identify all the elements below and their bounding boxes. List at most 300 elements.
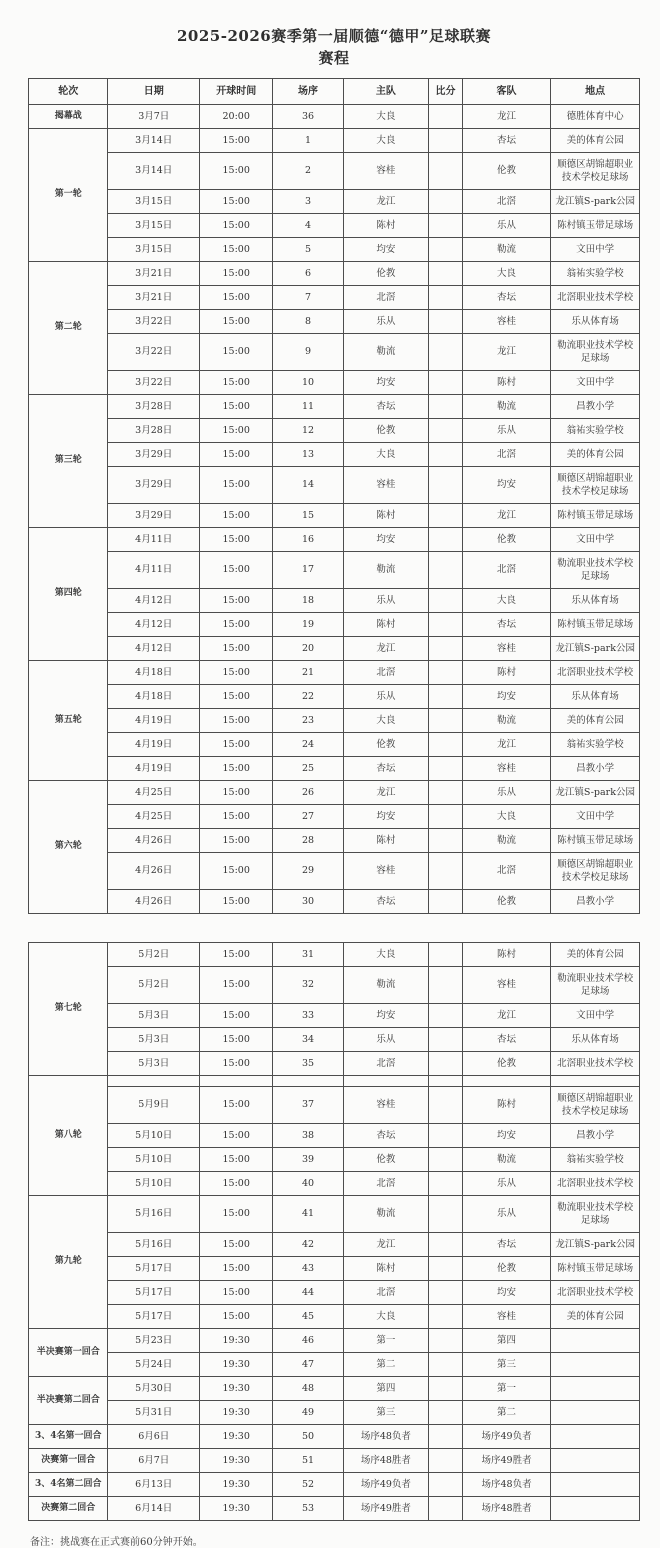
table-row xyxy=(29,1195,640,1232)
table-row xyxy=(29,189,640,213)
round-cell: 决赛第二回合 xyxy=(29,1496,108,1520)
venue-cell: 勒流职业技术学校足球场 xyxy=(551,551,640,588)
table-row xyxy=(29,966,640,1003)
date-cell: 3月29日 xyxy=(108,442,200,466)
score-cell xyxy=(429,780,463,804)
venue-cell: 翁祐实验学校 xyxy=(551,261,640,285)
home-team-cell: 杏坛 xyxy=(343,1123,429,1147)
venue-cell: 勒流职业技术学校足球场 xyxy=(551,333,640,370)
away-team-cell: 陈村 xyxy=(462,1086,551,1123)
home-team-cell: 龙江 xyxy=(343,780,429,804)
kickoff-time-cell: 15:00 xyxy=(200,756,273,780)
score-cell xyxy=(429,1051,463,1075)
round-cell: 揭幕战 xyxy=(29,104,108,128)
kickoff-time-cell: 15:00 xyxy=(200,309,273,333)
match-no-cell: 42 xyxy=(273,1232,343,1256)
venue-cell: 龙江镇S-park公园 xyxy=(551,1232,640,1256)
home-team-cell: 乐从 xyxy=(343,1027,429,1051)
home-team-cell: 大良 xyxy=(343,708,429,732)
away-team-cell: 北滘 xyxy=(462,189,551,213)
match-no-cell: 53 xyxy=(273,1496,343,1520)
round-cell: 第八轮 xyxy=(29,1075,108,1195)
home-team-cell: 龙江 xyxy=(343,636,429,660)
venue-cell xyxy=(551,1075,640,1086)
table-row xyxy=(29,527,640,551)
away-team-cell: 杏坛 xyxy=(462,285,551,309)
table-row xyxy=(29,1328,640,1352)
match-no-cell: 41 xyxy=(273,1195,343,1232)
score-cell xyxy=(429,418,463,442)
home-team-cell: 均安 xyxy=(343,370,429,394)
away-team-cell: 勒流 xyxy=(462,708,551,732)
home-team-cell: 场序49负者 xyxy=(343,1472,429,1496)
venue-cell: 昌教小学 xyxy=(551,756,640,780)
date-cell: 3月28日 xyxy=(108,418,200,442)
match-no-cell: 39 xyxy=(273,1147,343,1171)
venue-cell: 勒流职业技术学校足球场 xyxy=(551,1195,640,1232)
score-cell xyxy=(429,1232,463,1256)
score-cell xyxy=(429,732,463,756)
date-cell: 5月9日 xyxy=(108,1086,200,1123)
kickoff-time-cell: 15:00 xyxy=(200,466,273,503)
table-row xyxy=(29,309,640,333)
venue-cell: 北滘职业技术学校 xyxy=(551,285,640,309)
venue-cell xyxy=(551,1496,640,1520)
score-cell xyxy=(429,1328,463,1352)
away-team-cell: 龙江 xyxy=(462,104,551,128)
date-cell: 3月15日 xyxy=(108,237,200,261)
table-row xyxy=(29,1352,640,1376)
match-no-cell: 49 xyxy=(273,1400,343,1424)
score-cell xyxy=(429,527,463,551)
match-no-cell: 22 xyxy=(273,684,343,708)
kickoff-time-cell xyxy=(200,1075,273,1086)
kickoff-time-cell: 19:30 xyxy=(200,1400,273,1424)
schedule-table-rounds-7-finals xyxy=(28,942,640,1521)
venue-cell: 文田中学 xyxy=(551,527,640,551)
kickoff-time-cell: 15:00 xyxy=(200,189,273,213)
match-no-cell: 37 xyxy=(273,1086,343,1123)
home-team-cell: 第三 xyxy=(343,1400,429,1424)
home-team-cell: 北滘 xyxy=(343,1280,429,1304)
home-team-cell: 北滘 xyxy=(343,1051,429,1075)
score-cell xyxy=(429,828,463,852)
venue-cell: 昌教小学 xyxy=(551,889,640,913)
home-team-cell: 陈村 xyxy=(343,612,429,636)
away-team-cell: 伦教 xyxy=(462,1256,551,1280)
home-team-cell: 杏坛 xyxy=(343,889,429,913)
venue-cell xyxy=(551,1376,640,1400)
table-row xyxy=(29,1472,640,1496)
venue-cell: 美的体育公园 xyxy=(551,708,640,732)
round-cell: 第七轮 xyxy=(29,942,108,1075)
venue-cell: 龙江镇S-park公园 xyxy=(551,636,640,660)
score-cell xyxy=(429,309,463,333)
away-team-cell: 第一 xyxy=(462,1376,551,1400)
col-header-match-no: 场序 xyxy=(273,78,343,104)
kickoff-time-cell: 15:00 xyxy=(200,636,273,660)
home-team-cell: 龙江 xyxy=(343,1232,429,1256)
match-no-cell: 47 xyxy=(273,1352,343,1376)
away-team-cell xyxy=(462,1075,551,1086)
match-no-cell: 38 xyxy=(273,1123,343,1147)
date-cell: 5月31日 xyxy=(108,1400,200,1424)
match-no-cell: 25 xyxy=(273,756,343,780)
date-cell xyxy=(108,1075,200,1086)
away-team-cell: 勒流 xyxy=(462,237,551,261)
score-cell xyxy=(429,551,463,588)
table-row xyxy=(29,1304,640,1328)
match-no-cell: 30 xyxy=(273,889,343,913)
date-cell: 4月19日 xyxy=(108,732,200,756)
kickoff-time-cell: 20:00 xyxy=(200,104,273,128)
date-cell: 3月15日 xyxy=(108,189,200,213)
table-header xyxy=(29,78,640,104)
kickoff-time-cell: 19:30 xyxy=(200,1328,273,1352)
date-cell: 5月2日 xyxy=(108,942,200,966)
score-cell xyxy=(429,1448,463,1472)
table-row xyxy=(29,285,640,309)
date-cell: 4月25日 xyxy=(108,804,200,828)
kickoff-time-cell: 15:00 xyxy=(200,1232,273,1256)
kickoff-time-cell: 15:00 xyxy=(200,966,273,1003)
home-team-cell: 场序48胜者 xyxy=(343,1448,429,1472)
date-cell: 3月22日 xyxy=(108,333,200,370)
score-cell xyxy=(429,1147,463,1171)
match-no-cell: 24 xyxy=(273,732,343,756)
home-team-cell: 均安 xyxy=(343,804,429,828)
page-title-line1: 2025-2026赛季第一届顺德“德甲”足球联赛 xyxy=(177,27,491,45)
match-no-cell: 23 xyxy=(273,708,343,732)
table-row xyxy=(29,828,640,852)
round-cell: 第九轮 xyxy=(29,1195,108,1328)
footnote: 备注：挑战赛在正式赛前60分钟开始。 xyxy=(30,1536,203,1548)
kickoff-time-cell: 15:00 xyxy=(200,942,273,966)
venue-cell: 北滘职业技术学校 xyxy=(551,1051,640,1075)
round-cell: 第四轮 xyxy=(29,527,108,660)
match-no-cell: 9 xyxy=(273,333,343,370)
kickoff-time-cell: 15:00 xyxy=(200,780,273,804)
date-cell: 6月14日 xyxy=(108,1496,200,1520)
away-team-cell: 乐从 xyxy=(462,213,551,237)
venue-cell: 陈村镇玉带足球场 xyxy=(551,1256,640,1280)
kickoff-time-cell: 15:00 xyxy=(200,394,273,418)
home-team-cell: 勒流 xyxy=(343,551,429,588)
match-no-cell: 45 xyxy=(273,1304,343,1328)
away-team-cell: 杏坛 xyxy=(462,1027,551,1051)
date-cell: 6月7日 xyxy=(108,1448,200,1472)
date-cell: 5月30日 xyxy=(108,1376,200,1400)
away-team-cell: 北滘 xyxy=(462,852,551,889)
table-row xyxy=(29,684,640,708)
kickoff-time-cell: 19:30 xyxy=(200,1376,273,1400)
date-cell: 3月14日 xyxy=(108,152,200,189)
table-row xyxy=(29,1448,640,1472)
date-cell: 5月10日 xyxy=(108,1147,200,1171)
schedule-table-rounds-1-6 xyxy=(28,78,640,914)
kickoff-time-cell: 15:00 xyxy=(200,1280,273,1304)
home-team-cell: 北滘 xyxy=(343,1171,429,1195)
date-cell: 3月22日 xyxy=(108,309,200,333)
kickoff-time-cell: 15:00 xyxy=(200,1147,273,1171)
match-no-cell: 13 xyxy=(273,442,343,466)
table-row xyxy=(29,394,640,418)
venue-cell: 文田中学 xyxy=(551,237,640,261)
score-cell xyxy=(429,261,463,285)
away-team-cell: 陈村 xyxy=(462,942,551,966)
venue-cell: 陈村镇玉带足球场 xyxy=(551,828,640,852)
date-cell: 5月23日 xyxy=(108,1328,200,1352)
kickoff-time-cell: 19:30 xyxy=(200,1472,273,1496)
date-cell: 3月29日 xyxy=(108,503,200,527)
venue-cell: 北滘职业技术学校 xyxy=(551,660,640,684)
score-cell xyxy=(429,889,463,913)
table-row xyxy=(29,551,640,588)
home-team-cell: 容桂 xyxy=(343,852,429,889)
home-team-cell: 乐从 xyxy=(343,684,429,708)
kickoff-time-cell: 15:00 xyxy=(200,1123,273,1147)
home-team-cell: 第四 xyxy=(343,1376,429,1400)
page-title-line2: 赛程 xyxy=(318,48,350,67)
date-cell: 4月11日 xyxy=(108,551,200,588)
score-cell xyxy=(429,636,463,660)
home-team-cell: 陈村 xyxy=(343,1256,429,1280)
venue-cell: 顺德区胡锦超职业技术学校足球场 xyxy=(551,466,640,503)
kickoff-time-cell: 15:00 xyxy=(200,1051,273,1075)
kickoff-time-cell: 15:00 xyxy=(200,261,273,285)
match-no-cell: 34 xyxy=(273,1027,343,1051)
table-row xyxy=(29,1171,640,1195)
table-row xyxy=(29,1424,640,1448)
kickoff-time-cell: 15:00 xyxy=(200,804,273,828)
kickoff-time-cell: 15:00 xyxy=(200,333,273,370)
venue-cell: 文田中学 xyxy=(551,804,640,828)
table-row xyxy=(29,1232,640,1256)
home-team-cell: 均安 xyxy=(343,527,429,551)
match-no-cell: 16 xyxy=(273,527,343,551)
match-no-cell: 28 xyxy=(273,828,343,852)
away-team-cell: 场序49负者 xyxy=(462,1424,551,1448)
match-no-cell: 19 xyxy=(273,612,343,636)
score-cell xyxy=(429,1123,463,1147)
away-team-cell: 杏坛 xyxy=(462,1232,551,1256)
round-cell: 决赛第一回合 xyxy=(29,1448,108,1472)
away-team-cell: 伦教 xyxy=(462,889,551,913)
date-cell: 5月2日 xyxy=(108,966,200,1003)
score-cell xyxy=(429,1086,463,1123)
match-no-cell: 15 xyxy=(273,503,343,527)
match-no-cell: 21 xyxy=(273,660,343,684)
match-no-cell: 6 xyxy=(273,261,343,285)
home-team-cell: 陈村 xyxy=(343,213,429,237)
home-team-cell: 勒流 xyxy=(343,1195,429,1232)
kickoff-time-cell: 15:00 xyxy=(200,551,273,588)
date-cell: 5月17日 xyxy=(108,1280,200,1304)
kickoff-time-cell: 15:00 xyxy=(200,285,273,309)
kickoff-time-cell: 15:00 xyxy=(200,660,273,684)
away-team-cell: 乐从 xyxy=(462,418,551,442)
match-no-cell: 48 xyxy=(273,1376,343,1400)
match-no-cell: 17 xyxy=(273,551,343,588)
home-team-cell: 龙江 xyxy=(343,189,429,213)
venue-cell xyxy=(551,1352,640,1376)
venue-cell: 陈村镇玉带足球场 xyxy=(551,213,640,237)
table-row xyxy=(29,237,640,261)
table-row xyxy=(29,152,640,189)
table-row xyxy=(29,213,640,237)
score-cell xyxy=(429,237,463,261)
table-row xyxy=(29,503,640,527)
match-no-cell: 29 xyxy=(273,852,343,889)
away-team-cell: 乐从 xyxy=(462,1171,551,1195)
venue-cell: 顺德区胡锦超职业技术学校足球场 xyxy=(551,852,640,889)
match-no-cell: 52 xyxy=(273,1472,343,1496)
score-cell xyxy=(429,612,463,636)
venue-cell: 勒流职业技术学校足球场 xyxy=(551,966,640,1003)
date-cell: 3月22日 xyxy=(108,370,200,394)
col-header-time: 开球时间 xyxy=(200,78,273,104)
table-row xyxy=(29,1123,640,1147)
score-cell xyxy=(429,189,463,213)
date-cell: 5月3日 xyxy=(108,1051,200,1075)
kickoff-time-cell: 15:00 xyxy=(200,1195,273,1232)
kickoff-time-cell: 15:00 xyxy=(200,588,273,612)
table-row xyxy=(29,418,640,442)
date-cell: 4月26日 xyxy=(108,889,200,913)
score-cell xyxy=(429,684,463,708)
date-cell: 4月18日 xyxy=(108,684,200,708)
score-cell xyxy=(429,1400,463,1424)
table-row xyxy=(29,1280,640,1304)
away-team-cell: 乐从 xyxy=(462,780,551,804)
venue-cell: 北滘职业技术学校 xyxy=(551,1280,640,1304)
home-team-cell: 勒流 xyxy=(343,333,429,370)
date-cell: 6月6日 xyxy=(108,1424,200,1448)
home-team-cell: 伦教 xyxy=(343,418,429,442)
score-cell xyxy=(429,1003,463,1027)
away-team-cell: 北滘 xyxy=(462,442,551,466)
date-cell: 3月14日 xyxy=(108,128,200,152)
round-cell: 第六轮 xyxy=(29,780,108,913)
table-row xyxy=(29,1003,640,1027)
round-cell: 半决赛第二回合 xyxy=(29,1376,108,1424)
venue-cell: 德胜体育中心 xyxy=(551,104,640,128)
match-no-cell: 33 xyxy=(273,1003,343,1027)
match-no-cell: 51 xyxy=(273,1448,343,1472)
home-team-cell: 大良 xyxy=(343,128,429,152)
date-cell: 5月3日 xyxy=(108,1027,200,1051)
match-no-cell: 31 xyxy=(273,942,343,966)
score-cell xyxy=(429,588,463,612)
kickoff-time-cell: 15:00 xyxy=(200,1003,273,1027)
kickoff-time-cell: 15:00 xyxy=(200,370,273,394)
date-cell: 5月10日 xyxy=(108,1123,200,1147)
home-team-cell: 伦教 xyxy=(343,1147,429,1171)
round-cell: 半决赛第一回合 xyxy=(29,1328,108,1376)
table-row xyxy=(29,780,640,804)
home-team-cell: 陈村 xyxy=(343,503,429,527)
kickoff-time-cell: 15:00 xyxy=(200,684,273,708)
away-team-cell: 勒流 xyxy=(462,1147,551,1171)
venue-cell: 美的体育公园 xyxy=(551,942,640,966)
away-team-cell: 场序48负者 xyxy=(462,1472,551,1496)
kickoff-time-cell: 19:30 xyxy=(200,1448,273,1472)
table-body xyxy=(29,104,640,913)
venue-cell: 乐从体育场 xyxy=(551,1027,640,1051)
home-team-cell: 陈村 xyxy=(343,828,429,852)
table-row xyxy=(29,889,640,913)
venue-cell xyxy=(551,1472,640,1496)
away-team-cell: 均安 xyxy=(462,684,551,708)
round-cell: 第一轮 xyxy=(29,128,108,261)
match-no-cell: 35 xyxy=(273,1051,343,1075)
away-team-cell: 龙江 xyxy=(462,503,551,527)
date-cell: 4月12日 xyxy=(108,636,200,660)
away-team-cell: 伦教 xyxy=(462,1051,551,1075)
score-cell xyxy=(429,285,463,309)
home-team-cell: 北滘 xyxy=(343,660,429,684)
score-cell xyxy=(429,1352,463,1376)
table-row xyxy=(29,104,640,128)
date-cell: 4月19日 xyxy=(108,708,200,732)
away-team-cell: 场序49胜者 xyxy=(462,1448,551,1472)
date-cell: 4月11日 xyxy=(108,527,200,551)
away-team-cell: 勒流 xyxy=(462,828,551,852)
venue-cell: 龙江镇S-park公园 xyxy=(551,780,640,804)
table-row xyxy=(29,636,640,660)
score-cell xyxy=(429,660,463,684)
score-cell xyxy=(429,370,463,394)
home-team-cell: 伦教 xyxy=(343,732,429,756)
away-team-cell: 大良 xyxy=(462,588,551,612)
venue-cell: 龙江镇S-park公园 xyxy=(551,189,640,213)
kickoff-time-cell: 15:00 xyxy=(200,889,273,913)
away-team-cell: 北滘 xyxy=(462,551,551,588)
round-cell: 第二轮 xyxy=(29,261,108,394)
home-team-cell: 伦教 xyxy=(343,261,429,285)
score-cell xyxy=(429,1195,463,1232)
home-team-cell: 杏坛 xyxy=(343,756,429,780)
match-no-cell: 18 xyxy=(273,588,343,612)
score-cell xyxy=(429,466,463,503)
kickoff-time-cell: 15:00 xyxy=(200,1171,273,1195)
kickoff-time-cell: 15:00 xyxy=(200,213,273,237)
date-cell: 3月7日 xyxy=(108,104,200,128)
away-team-cell: 陈村 xyxy=(462,370,551,394)
kickoff-time-cell: 15:00 xyxy=(200,152,273,189)
round-cell: 3、4名第二回合 xyxy=(29,1472,108,1496)
home-team-cell: 乐从 xyxy=(343,588,429,612)
date-cell: 4月26日 xyxy=(108,828,200,852)
table-row xyxy=(29,942,640,966)
home-team-cell: 第二 xyxy=(343,1352,429,1376)
venue-cell xyxy=(551,1400,640,1424)
kickoff-time-cell: 19:30 xyxy=(200,1352,273,1376)
date-cell: 4月26日 xyxy=(108,852,200,889)
kickoff-time-cell: 15:00 xyxy=(200,527,273,551)
date-cell: 3月29日 xyxy=(108,466,200,503)
table-row xyxy=(29,1496,640,1520)
table-row xyxy=(29,466,640,503)
home-team-cell: 场序48负者 xyxy=(343,1424,429,1448)
away-team-cell: 陈村 xyxy=(462,660,551,684)
venue-cell: 文田中学 xyxy=(551,370,640,394)
kickoff-time-cell: 15:00 xyxy=(200,418,273,442)
venue-cell: 美的体育公园 xyxy=(551,442,640,466)
kickoff-time-cell: 15:00 xyxy=(200,1256,273,1280)
score-cell xyxy=(429,1256,463,1280)
home-team-cell: 大良 xyxy=(343,1304,429,1328)
